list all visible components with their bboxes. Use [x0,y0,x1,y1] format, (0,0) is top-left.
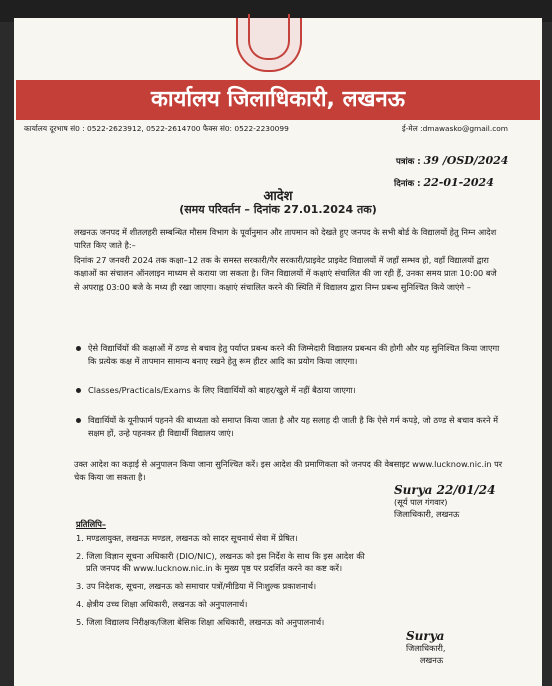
handwritten-signature: Surya [406,629,445,643]
footer-designation: जिलाधिकारी, [406,643,446,653]
order-title: आदेश [263,189,293,204]
list-item: Classes/Practicals/Exams के लिए विद्यार्थियों को बाहर/खुले में नहीं बैठाया जाएगा। [88,384,500,397]
letter-date-label: दिनांक : [394,179,421,189]
order-intro: लखनऊ जनपद में शीतलहरी सम्बन्धित मौसम विभाग के पूर्वानुमान और तापमान को देखते हुए जनपद के सभी बोर्ड के विद्यालयों हेतु निम्न आदेश पारित किए जाते है:– [74,227,497,251]
list-item: 4. क्षेत्रीय उच्च शिक्षा अधिकारी, लखनऊ को अनुपालनार्थ। [76,599,248,609]
list-item: 3. उप निदेशक, सूचना, लखनऊ को समाचार पत्रों/मीडिया में निःशुल्क प्रकाशनार्थ। [76,581,317,591]
copy-heading: प्रतिलिपि– [76,519,106,529]
list-item: 5. जिला विद्यालय निरीक्षक/जिला बेसिक शिक्षा अधिकारी, लखनऊ को अनुपालनार्थ। [76,617,325,627]
signatory-name: (सूर्य पाल गंगवार) [394,497,448,507]
office-email: ई-मेल :dmawasko@gmail.com [402,124,508,133]
copy-list [76,532,516,628]
letter-number-label: पत्रांक : [396,157,421,167]
office-title-banner: कार्यालय जिलाधिकारी, लखनऊ [16,80,540,120]
list-item: ऐसे विद्यार्थियों की कक्षाओं में ठण्ड से बचाव हेतु पर्याप्त प्रबन्ध करने की जिम्मेदारी विद्यालय प्रबन्धन की होगी और यह सुनिश्चित किया जाएगा कि प्रत्येक कक्ष में तापमान सामान्य बनाए रखने हेतु रूम हीटर आदि का प्रयोग किया जाएगा। [88,342,500,369]
signatory-designation: जिलाधिकारी, लखनऊ [394,509,460,519]
handwritten-signature: Surya 22/01/24 [394,483,496,497]
list-item: 1. मण्डलायुक्त, लखनऊ मण्डल, लखनऊ को सादर सूचनार्थ सेवा में प्रेषित। [76,533,298,543]
order-paragraph-1: दिनांक 27 जनवरी 2024 तक कक्षा–12 तक के समस्त सरकारी/गैर सरकारी/प्राइवेट प्राइवेट विद्यालयों में जहाँ सम्भव हो, वहाँ विद्यालयों द्वारा कक्षाओं का संचालन ऑनलाइन माध्यम से कराया जा सकता है। जिन विद्यालयों में कक्षाएं संचालित की जा रही हैं, उनका समय प्रातः 10:00 बजे से अपराह्न 03:00 बजे के मध्य ही रखा जाएगा। कक्षाएं संचालित करने की स्थिति में विद्यालय द्वारा निम्न प्रबन्ध सुनिश्चित किये जाएंगे – [74,255,497,292]
list-item: विद्यार्थियों के यूनीफार्म पहनने की बाध्यता को समाप्त किया जाता है और यह सलाह दी जाती है कि ऐसे गर्म कपड़े, जो ठण्ड से बचाव करने में सक्षम हों, उन्हे पहनकर ही विद्यार्थी विद्यालय जाएं। [88,414,500,441]
letter-number [396,154,508,167]
order-subtitle: (समय परिवर्तन – दिनांक 27.01.2024 तक) [179,203,377,216]
list-item: 2. जिला विज्ञान सूचना अधिकारी (DIO/NIC), लखनऊ को इस निर्देश के साथ कि इस आदेश की [76,551,365,561]
letter-number-value: 39 /OSD/2024 [423,154,509,167]
state-emblem-logo [236,18,302,72]
list-item: प्रति जनपद की www.lucknow.nic.in के मुख्य पृष्ठ पर प्रदर्शित करने का कष्ट करें। [86,563,343,573]
footer-signature-block [406,630,516,666]
letter-date-value: 22-01-2024 [423,176,494,189]
office-phone-line: कार्यालय दूरभाष सं0 : 0522-2623912, 0522-2614700 फैक्स सं0: 0522-2230099 [24,124,289,133]
document-page [14,18,542,686]
order-closing: उक्त आदेश का कड़ाई से अनुपालन किया जाना सुनिश्चित करें। इस आदेश की प्रमाणिकता को जनपद की वेबसाइट www.lucknow.nic.in पर चेक किया जा सकता है। [74,459,503,483]
dm-signature-block [394,484,524,520]
footer-location: लखनऊ [420,655,444,665]
